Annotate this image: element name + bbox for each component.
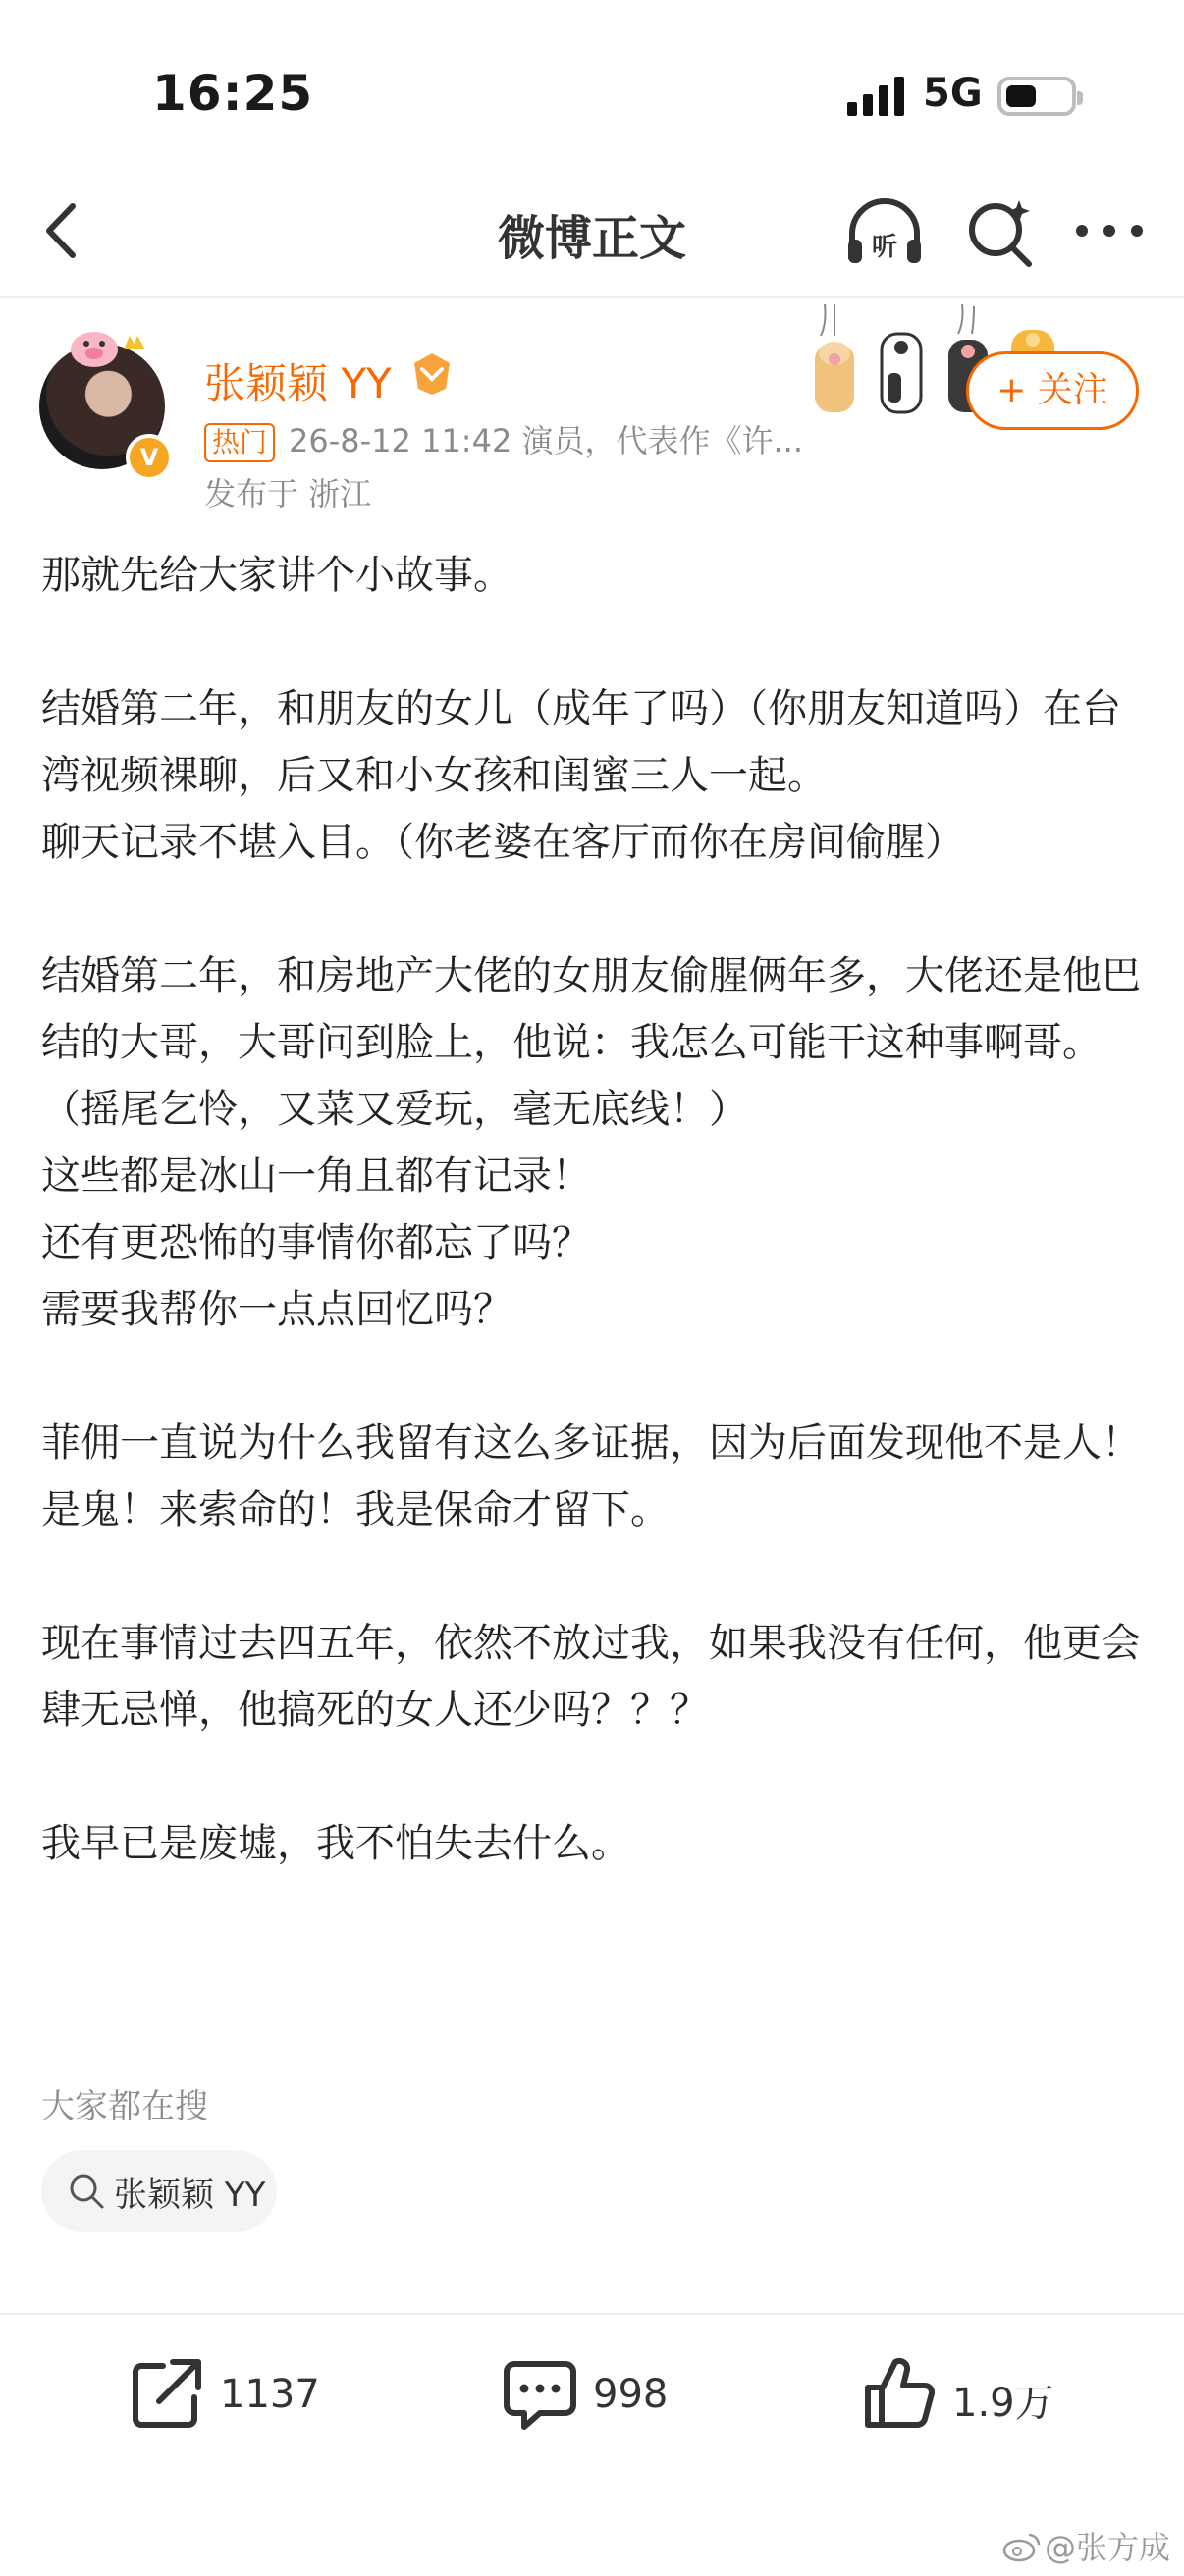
post-paragraph: 需要我帮你一点点回忆吗？: [41, 1287, 512, 1332]
headphones-listen-icon[interactable]: [842, 190, 927, 275]
network-type: 5G: [923, 71, 983, 116]
svg-text:听: 听: [871, 233, 898, 262]
trending-search-chip[interactable]: [41, 2150, 277, 2232]
nav-bar: [0, 167, 1184, 298]
comment-icon: [501, 2354, 579, 2433]
post-paragraph: 那就先给大家讲个小故事。: [41, 553, 512, 598]
like-count: 1.9万: [952, 2381, 1054, 2426]
repost-count: 1137: [220, 2372, 320, 2417]
verified-badge: V: [126, 434, 173, 481]
weibo-logo-icon: [1001, 2533, 1041, 2562]
battery-icon: [997, 77, 1076, 116]
bottom-action-bar: [0, 2313, 1184, 2576]
page-title: 微博正文: [497, 211, 686, 266]
post-time-and-bio: 26-8-12 11:42 演员，代表作《许...: [289, 422, 803, 459]
post-paragraph: 现在事情过去四五年，依然不放过我，如果我没有任何，他更会肆无忌惮，他搞死的女人还少吗？？？: [41, 1621, 1141, 1733]
follow-button[interactable]: + 关注: [966, 351, 1139, 430]
status-time: 16:25: [152, 65, 314, 122]
hot-tag: 热门: [204, 423, 275, 462]
member-crown-icon: [410, 349, 454, 397]
avatar[interactable]: [39, 344, 165, 469]
author-name[interactable]: 张颖颖 YY: [204, 359, 392, 407]
share-icon: [128, 2354, 206, 2433]
status-bar: [0, 0, 1184, 167]
post-meta: [204, 416, 803, 462]
search-icon[interactable]: [960, 192, 1041, 273]
post-paragraph: 还有更恐怖的事情你都忘了吗？: [41, 1220, 591, 1265]
comment-count: 998: [593, 2372, 669, 2417]
trending-search-text: 张颖颖 YY: [114, 2175, 266, 2215]
post-paragraph: 结婚第二年，和房地产大佬的女朋友偷腥俩年多，大佬还是他巴结的大哥，大哥问到脸上，他说：我怎么可能干这种事啊哥。（摇尾乞怜，又菜又爱玩，毫无底线！）: [41, 953, 1141, 1132]
post-paragraph: 结婚第二年，和朋友的女儿（成年了吗）（你朋友知道吗）在台湾视频裸聊，后又和小女孩和闺蜜三人一起。: [41, 686, 1121, 798]
more-options-icon[interactable]: [1070, 206, 1149, 255]
author-header: [0, 296, 1184, 512]
trending-search-label: 大家都在搜: [41, 2087, 208, 2126]
post-content: [41, 542, 1141, 1877]
watermark-text: @张方成: [1045, 2529, 1171, 2566]
weibo-watermark: [1001, 2523, 1170, 2568]
signal-icon: [847, 77, 908, 116]
search-icon: [67, 2172, 106, 2211]
thumbs-up-icon: [860, 2354, 939, 2433]
post-paragraph: 菲佣一直说为什么我留有这么多证据，因为后面发现他不是人！是鬼！来索命的！我是保命才留下。: [41, 1421, 1141, 1532]
post-paragraph: 这些都是冰山一角且都有记录！: [41, 1154, 591, 1199]
post-location: 发布于 浙江: [204, 475, 372, 512]
pig-decoration-icon: [53, 322, 161, 371]
post-paragraph: 我早已是废墟，我不怕失去什么。: [41, 1821, 630, 1866]
post-paragraph: 聊天记录不堪入目。（你老婆在客厅而你在房间偷腥）: [41, 820, 964, 865]
